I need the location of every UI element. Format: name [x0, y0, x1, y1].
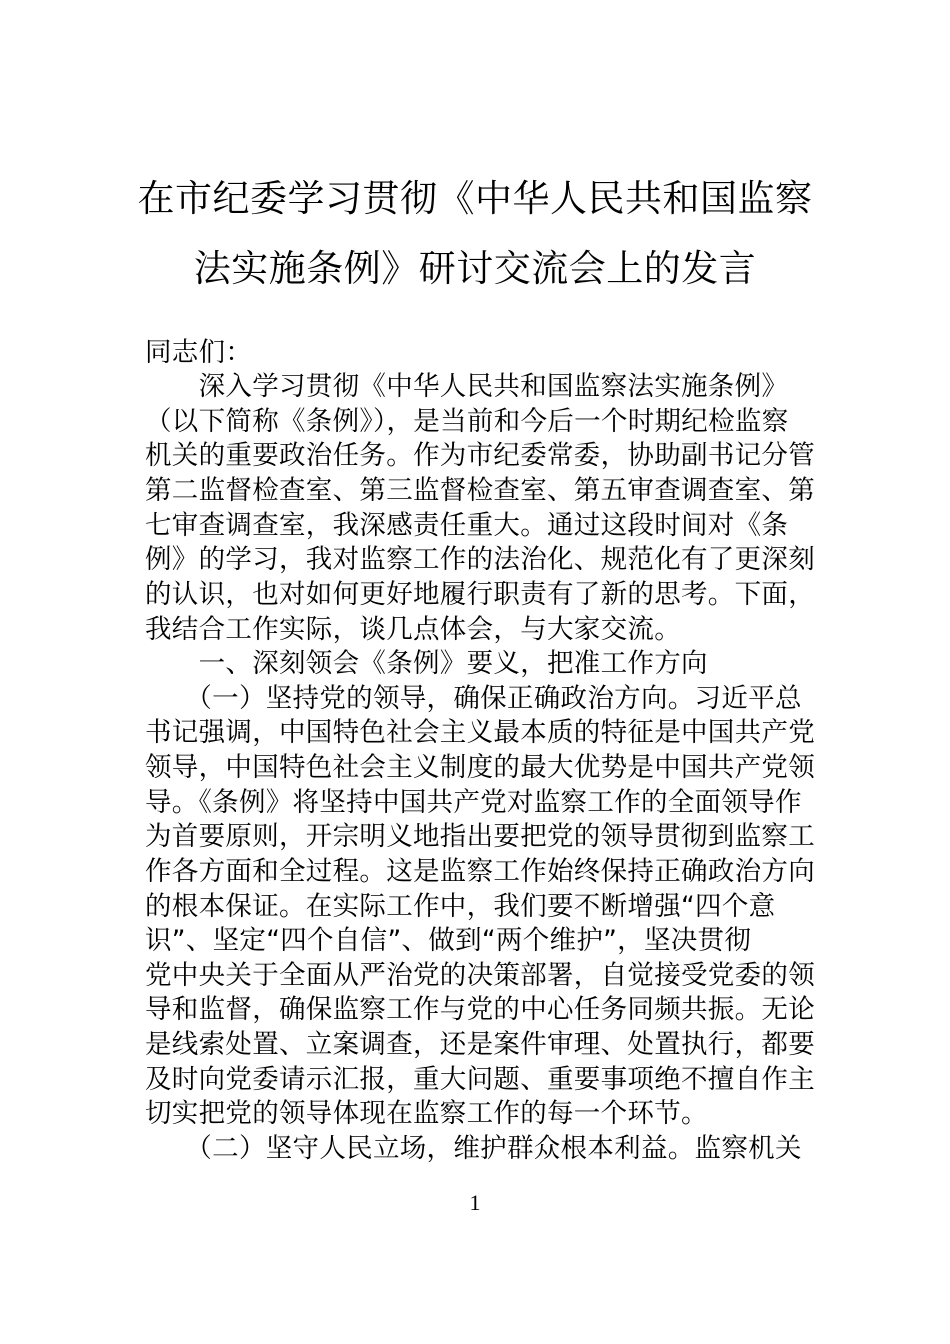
body-line: 七审查调查室，我深感责任重大。通过这段时间对《条	[145, 510, 789, 541]
body-line: 及时向党委请示汇报，重大问题、重要事项绝不擅自作主	[145, 1064, 815, 1095]
body-line: 导和监督，确保监察工作与党的中心任务同频共振。无论	[145, 994, 815, 1025]
document-title-line-2: 法实施条例》研讨交流会上的发言	[193, 247, 757, 290]
salutation: 同志们：	[145, 337, 253, 368]
body-line: 领导，中国特色社会主义制度的最大优势是中国共产党领	[145, 752, 815, 783]
body-line: （以下简称《条例》），是当前和今后一个时期纪检监察	[145, 406, 789, 437]
page-number: 1	[469, 1190, 481, 1215]
body-line: 的根本保证。在实际工作中，我们要不断增强“四个意	[145, 891, 776, 922]
document-title-line-1: 在市纪委学习贯彻《中华人民共和国监察	[137, 177, 813, 220]
body-line: 识”、坚定“四个自信”、做到“两个维护”，坚决贯彻	[145, 925, 752, 956]
body-line: 的认识，也对如何更好地履行职责有了新的思考。下面，	[145, 579, 815, 610]
body-line: 党中央关于全面从严治党的决策部署，自觉接受党委的领	[145, 960, 815, 991]
body-line: 切实把党的领导体现在监察工作的每一个环节。	[145, 1098, 708, 1129]
body-line: 例》的学习，我对监察工作的法治化、规范化有了更深刻	[145, 544, 815, 575]
body-line: 导。《条例》将坚持中国共产党对监察工作的全面领导作	[145, 787, 802, 818]
body-line: 第二监督检查室、第三监督检查室、第五审查调查室、第	[145, 475, 815, 506]
body-line: 是线索处置、立案调查，还是案件审理、处置执行，都要	[145, 1029, 815, 1060]
body-line: 我结合工作实际，谈几点体会，与大家交流。	[145, 614, 681, 645]
body-line: （一）坚持党的领导，确保正确政治方向。习近平总	[145, 683, 802, 714]
section-heading-1: 一、深刻领会《条例》要义，把准工作方向	[145, 648, 708, 679]
body-line: 深入学习贯彻《中华人民共和国监察法实施条例》	[145, 371, 789, 402]
body-line: 书记强调，中国特色社会主义最本质的特征是中国共产党	[145, 717, 815, 748]
body-line: 机关的重要政治任务。作为市纪委常委，协助副书记分管	[145, 440, 815, 471]
body-line: （二）坚守人民立场，维护群众根本利益。监察机关	[145, 1133, 802, 1164]
body-line: 作各方面和全过程。这是监察工作始终保持正确政治方向	[145, 856, 815, 887]
body-line: 为首要原则，开宗明义地指出要把党的领导贯彻到监察工	[145, 821, 815, 852]
